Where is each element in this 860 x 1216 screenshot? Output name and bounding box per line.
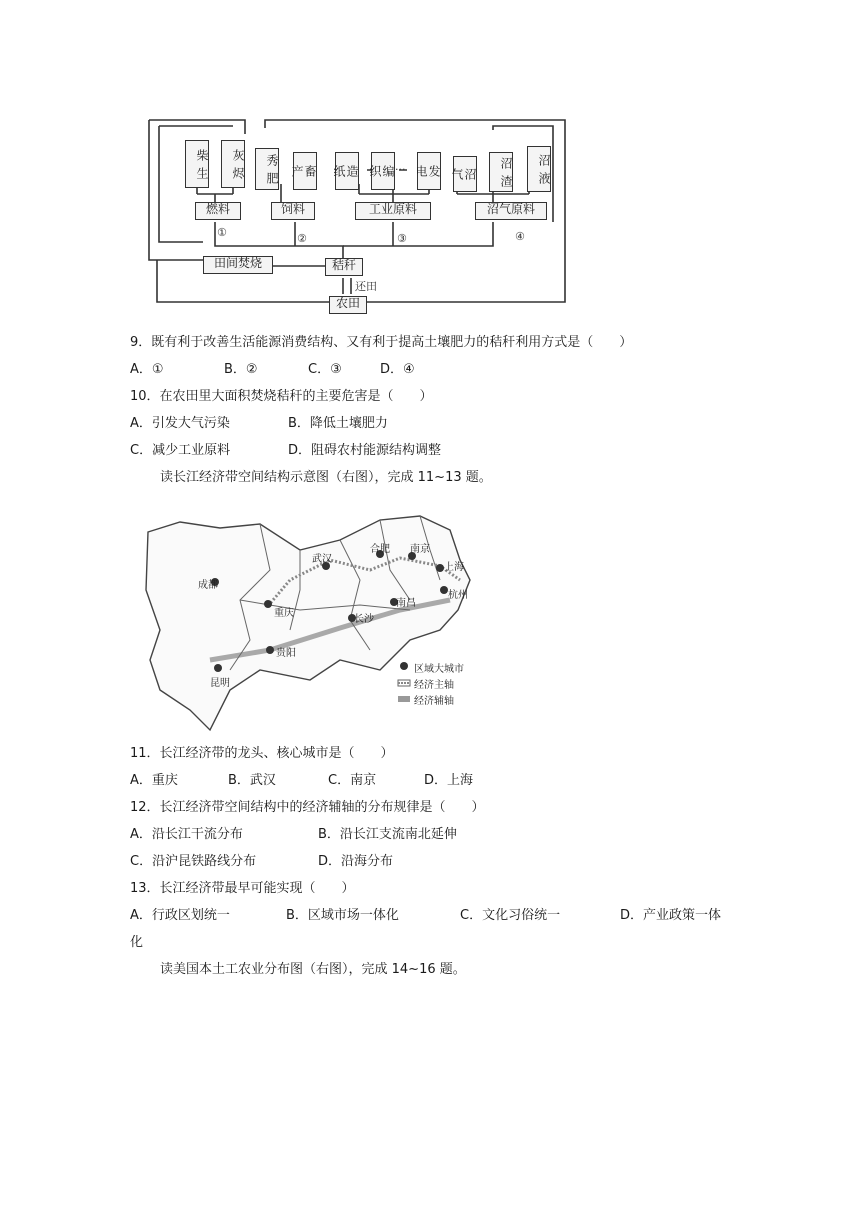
box-field-burning: 田间焚烧 [203, 256, 273, 274]
box-top-5: 造 纸 [335, 152, 359, 190]
q9-option-a: A．① [130, 362, 164, 377]
q10-option-b: B．降低土壤肥力 [288, 416, 388, 431]
city-chengdu: 成都 [198, 580, 218, 591]
q11-option-c: C．南京 [328, 773, 377, 788]
legend-main-axis: 经济主轴 [414, 680, 454, 691]
q13-option-a: A．行政区划统一 [130, 908, 230, 923]
city-nanjing: 南京 [410, 544, 430, 555]
city-guiyang: 贵阳 [276, 648, 296, 659]
q13-option-d-cont: 化 [130, 935, 144, 950]
city-hangzhou: 杭州 [448, 590, 468, 601]
legend-city: 区域大城市 [414, 664, 464, 675]
q12-option-d: D．沿海分布 [318, 854, 394, 869]
q11-option-d: D．上海 [424, 773, 474, 788]
q10-option-a: A．引发大气污染 [130, 416, 230, 431]
q9-option-b: B．② [224, 362, 258, 377]
marker-1: ① [217, 226, 227, 239]
q13-option-b: B．区域市场一体化 [286, 908, 399, 923]
box-straw: 秸秆 [325, 258, 363, 276]
q11-text: 11．长江经济带的龙头、核心城市是（ ） [130, 746, 394, 761]
q9-option-c: C．③ [308, 362, 342, 377]
intro-11-13: 读长江经济带空间结构示意图（右图），完成 11~13 题。 [160, 470, 492, 485]
q9-option-d: D．④ [380, 362, 415, 377]
box-top-7: 发 电 [417, 152, 441, 190]
straw-flow-diagram [145, 112, 585, 318]
yangtze-map [140, 510, 480, 732]
city-nanchang: 南昌 [396, 598, 416, 609]
q12-text: 12．长江经济带空间结构中的经济辅轴的分布规律是（ ） [130, 800, 485, 815]
city-wuhan: 武汉 [312, 554, 332, 565]
box-top-8: 沼 气 [453, 156, 477, 192]
q12-option-a: A．沿长江干流分布 [130, 827, 243, 842]
city-hefei: 合肥 [370, 544, 390, 555]
ellipsis: ... [395, 160, 406, 173]
box-top-9: 沼 渣 [489, 152, 513, 192]
box-top-4: 畜 产 [293, 152, 317, 190]
box-top-1: 柴 生 [185, 140, 209, 188]
box-top-6: 编 织 [371, 152, 395, 190]
box-top-2: 灰 烬 [221, 140, 245, 188]
box-industrial: 工业原料 [355, 202, 431, 220]
q9-text: 9．既有利于改善生活能源消费结构、又有利于提高土壤肥力的秸秆利用方式是（ ） [130, 335, 633, 350]
q13-text: 13．长江经济带最早可能实现（ ） [130, 881, 355, 896]
q12-option-b: B．沿长江支流南北延伸 [318, 827, 457, 842]
legend-aux-axis: 经济辅轴 [414, 696, 454, 707]
q13-option-d: D．产业政策一体 [620, 908, 722, 923]
marker-2: ② [297, 232, 307, 245]
q13-option-c: C．文化习俗统一 [460, 908, 561, 923]
q10-option-c: C．减少工业原料 [130, 443, 231, 458]
intro-14-16: 读美国本土工农业分布图（右图），完成 14~16 题。 [160, 962, 466, 977]
city-chongqing: 重庆 [274, 608, 294, 619]
q12-option-c: C．沿沪昆铁路线分布 [130, 854, 257, 869]
marker-3: ③ [397, 232, 407, 245]
box-fuel: 燃料 [195, 202, 241, 220]
box-farmland: 农田 [329, 296, 367, 314]
city-shanghai: 上海 [444, 562, 464, 573]
label-return: 还田 [355, 280, 377, 293]
box-feed: 饲料 [271, 202, 315, 220]
q11-option-b: B．武汉 [228, 773, 276, 788]
q10-text: 10．在农田里大面积焚烧秸秆的主要危害是（ ） [130, 389, 433, 404]
q10-option-d: D．阻碍农村能源结构调整 [288, 443, 442, 458]
box-biogas: 沼气原料 [475, 202, 547, 220]
box-top-10: 沼 液 [527, 146, 551, 192]
marker-4: ④ [515, 230, 525, 243]
box-top-3: 秀 肥 [255, 148, 279, 190]
city-changsha: 长沙 [354, 614, 374, 625]
q11-option-a: A．重庆 [130, 773, 178, 788]
city-kunming: 昆明 [210, 678, 230, 689]
